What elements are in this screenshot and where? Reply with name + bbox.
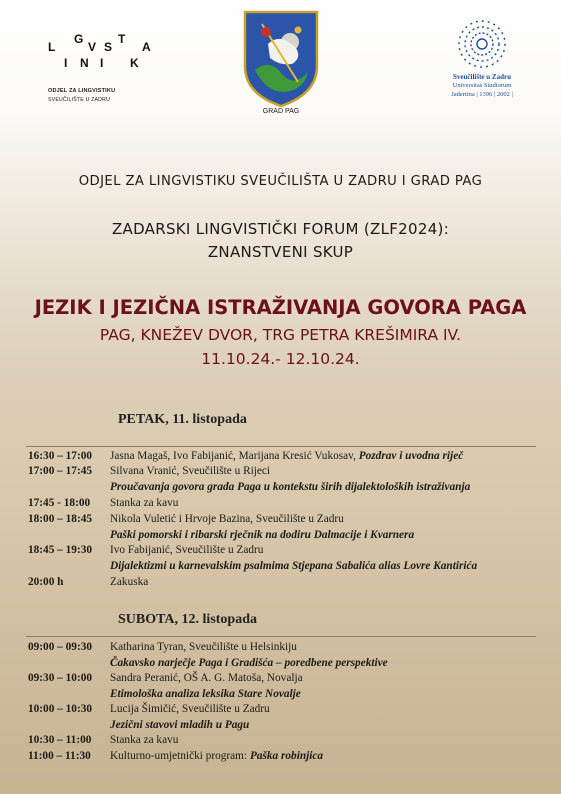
sveuciliste-logo-line3: Jadertina | 1396 | 2002 | (451, 91, 513, 98)
program-speaker: Kulturno-umjetnički program: (110, 750, 250, 762)
lingvistika-logo-letters (42, 28, 162, 78)
program-time: 09:30 – 10:00 (28, 672, 93, 684)
logo-letter: N (80, 56, 89, 70)
program-title: Dijalektizmi u karnevalskim psalmima Stjepana Sabalića alias Lovre Kantirića (110, 560, 478, 572)
program-row (28, 672, 548, 688)
university-emblem-icon (432, 16, 532, 72)
program-title: Paški pomorski i ribarski rječnik na dodiru Dalmacije i Kvarnera (110, 529, 415, 541)
lingvistika-logo-line1: ODJEL ZA LINGVISTIKU (48, 88, 116, 94)
program-description (110, 750, 323, 762)
program-row (28, 750, 548, 766)
program-row (28, 450, 548, 466)
sveuciliste-logo-line2: Universitas Studiorum (452, 82, 512, 89)
program-title: Etimološka analiza leksika Stare Novalje (110, 688, 301, 700)
program-time: 18:45 – 19:30 (28, 544, 93, 556)
program-row (28, 465, 548, 481)
program-time: 10:30 – 11:00 (28, 734, 92, 746)
event-line-1: ZADARSKI LINGVISTIČKI FORUM (ZLF2024): (111, 220, 450, 238)
program-time: 09:00 – 09:30 (28, 641, 93, 653)
program-row (28, 703, 548, 719)
program-row (28, 497, 548, 513)
program-speaker: Stanka za kavu (110, 734, 179, 746)
program-speaker: Lucija Šimičić, Sveučilište u Zadru (110, 703, 270, 715)
logo-letter: K (130, 56, 139, 70)
program-speaker: Stanka za kavu (110, 497, 179, 509)
dates-line: 11.10.24.- 12.10.24. (201, 350, 360, 368)
logo-letter: G (74, 32, 84, 46)
program-speaker: Jasna Magaš, Ivo Fabijanić, Marijana Kresić Vukosav, (110, 450, 359, 462)
conference-title: JEZIK I JEZIČNA ISTRAŽIVANJA GOVORA PAGA (34, 296, 527, 319)
program-speaker: Nikola Vuletić i Hrvoje Bazina, Sveučilište u Zadru (110, 513, 344, 525)
divider (26, 636, 536, 637)
logo-letter: I (100, 56, 104, 70)
logo-letter: V (88, 40, 97, 54)
sveuciliste-logo-line1: Sveučilište u Zadru (453, 73, 511, 81)
divider (26, 446, 536, 447)
program-row (28, 513, 548, 529)
sveuciliste-logo (432, 16, 532, 116)
program-speaker: Zakuska (110, 576, 149, 588)
venue-line: PAG, KNEŽEV DVOR, TRG PETRA KREŠIMIRA IV. (99, 326, 462, 344)
program-time: 18:00 – 18:45 (28, 513, 93, 525)
logo-letter: A (142, 40, 151, 54)
logo-letter: T (118, 32, 126, 46)
program-description (110, 450, 463, 462)
program-row (28, 641, 548, 657)
program-title: Jezični stavovi mladih u Pagu (110, 719, 250, 731)
program-time: 17:00 – 17:45 (28, 465, 93, 477)
program-speaker: Ivo Fabijanić, Sveučilište u Zadru (110, 544, 264, 556)
program-title: Proučavanja govora grada Paga u kontekstu širih dijalektoloških istraživanja (110, 481, 471, 493)
grad-pag-crest (240, 8, 322, 118)
program-time: 20:00 h (28, 576, 64, 588)
lingvistika-logo (42, 28, 162, 118)
program-time: 10:00 – 10:30 (28, 703, 93, 715)
program-speaker: Sandra Peranić, OŠ A. G. Matoša, Novalja (110, 672, 303, 684)
program-title: Paška robinjica (249, 750, 324, 762)
organizer-line: ODJEL ZA LINGVISTIKU SVEUČILIŠTA U ZADRU I GRAD PAG (78, 174, 483, 189)
program-time: 11:00 – 11:30 (28, 750, 91, 762)
day2-heading: SUBOTA, 12. listopada (118, 612, 257, 627)
program-time: 16:30 – 17:00 (28, 450, 93, 462)
program-time: 17:45 - 18:00 (28, 497, 91, 509)
program-speaker: Katharina Tyran, Sveučilište u Helsinkiju (110, 641, 297, 653)
program-row (28, 734, 548, 750)
event-line-2: ZNANSTVENI SKUP (207, 243, 354, 261)
program-title: Čakavsko narječje Paga i Gradišća – poredbene perspektive (110, 657, 388, 669)
logo-letter: S (104, 40, 113, 54)
program-row (28, 576, 548, 592)
program-row (28, 544, 548, 560)
logo-letter: I (64, 56, 68, 70)
day1-heading: PETAK, 11. listopada (118, 412, 247, 427)
lingvistika-logo-line2: SVEUČILIŠTE U ZADRU (48, 97, 111, 103)
logo-letter: L (48, 40, 56, 54)
crest-icon (240, 8, 322, 108)
program-title: Pozdrav i uvodna riječ (358, 450, 464, 462)
program-speaker: Silvana Vranić, Sveučilište u Rijeci (110, 465, 271, 477)
grad-pag-caption: GRAD PAG (262, 108, 300, 115)
